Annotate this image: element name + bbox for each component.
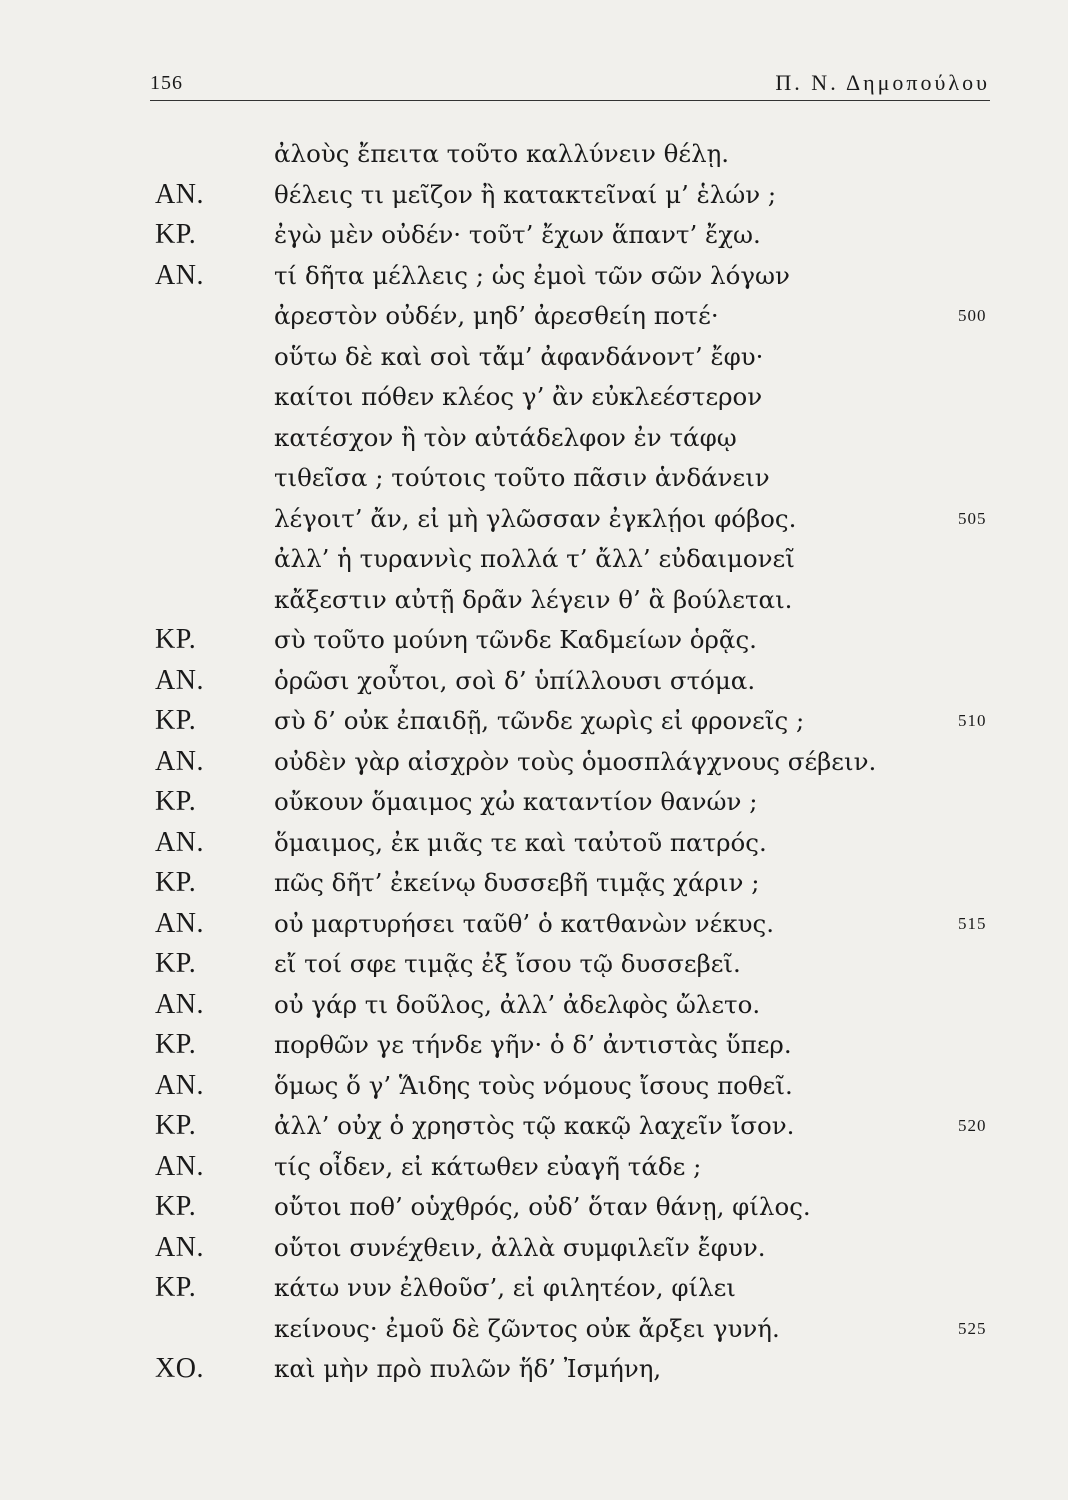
verse-text: εἴ τοί σφε τιμᾷς ἐξ ἴσου τῷ δυσσεβεῖ. [274,949,741,978]
verse-line [0,418,1068,459]
verse-text: κείνους· ἐμοῦ δὲ ζῶντος οὐκ ἄρξει γυνή. [274,1313,780,1343]
verse-text: κάτω νυν ἐλθοῦσ’, εἰ φιλητέον, φίλει [274,1273,736,1302]
speaker-label: ΚΡ. [155,219,197,250]
verse-text: τί δῆτα μέλλεις ; ὡς ἐμοὶ τῶν σῶν λόγων [274,260,790,290]
verse-line [0,458,1068,499]
verse-text: λέγοιτ’ ἄν, εἰ μὴ γλῶσσαν ἐγκλῄοι φόβος. [274,503,797,533]
speaker-label: ΑΝ. [155,988,204,1020]
speaker-label: ΑΝ. [155,1069,204,1101]
verse-line [0,863,1068,904]
speaker-label: ΧΟ. [155,1353,204,1384]
verse-text: καίτοι πόθεν κλέος γ’ ἂν εὐκλεέστερον [274,382,763,411]
speaker-label: ΑΝ. [155,907,204,939]
verse-line [0,1228,1068,1269]
verse-line [0,1147,1068,1188]
verse-text: οὐ γάρ τι δοῦλος, ἀλλ’ ἀδελφὸς ὤλετο. [274,989,761,1019]
speaker-label: ΑΝ. [155,664,204,696]
running-head [150,64,990,101]
verse-text: ἀλλ’ οὐχ ὁ χρηστὸς τῷ κακῷ λαχεῖν ἴσον. [274,1111,795,1140]
verse-line [0,944,1068,985]
speaker-label: ΚΡ. [155,948,197,979]
line-number: 525 [958,1318,987,1338]
line-number: 510 [958,711,987,730]
verse-line [0,985,1068,1026]
verse-text: ὁρῶσι χοὗτοι, σοὶ δ’ ὑπίλλουσι στόμα. [274,665,756,695]
speaker-label: ΑΝ. [155,1231,204,1263]
verse-line [0,1349,1068,1390]
verse-line [0,337,1068,378]
speaker-label: ΚΡ. [155,705,197,736]
verse-line [0,256,1068,297]
speaker-label: ΚΡ. [155,1272,197,1303]
speaker-label: ΚΡ. [155,1029,197,1060]
speaker-label: ΚΡ. [155,1110,197,1141]
verse-line [0,175,1068,216]
verse-text: ἀλλ’ ἡ τυραννὶς πολλά τ’ ἄλλ’ εὐδαιμονεῖ [274,544,795,573]
line-number: 505 [958,508,987,528]
verse-line [0,620,1068,661]
page-number: 156 [150,72,183,94]
verse-text: τίς οἶδεν, εἰ κάτωθεν εὐαγῆ τάδε ; [274,1151,702,1181]
verse-line [0,701,1068,742]
verse-line [0,661,1068,702]
speaker-label: ΑΝ. [155,826,204,858]
verse-line [0,539,1068,580]
verse-line [0,377,1068,418]
verse-line [0,1187,1068,1228]
verse-text: οὐ μαρτυρήσει ταῦθ’ ὁ κατθανὼν νέκυς. [274,908,775,938]
verse-line [0,499,1068,540]
verse-text: πορθῶν γε τήνδε γῆν· ὁ δ’ ἀντιστὰς ὕπερ. [274,1030,792,1059]
speaker-label: ΚΡ. [155,786,197,817]
verse-text: οὐδὲν γὰρ αἰσχρὸν τοὺς ὁμοσπλάγχνους σέβειν. [274,746,877,776]
verse-block [0,134,1068,1390]
verse-text: κἄξεστιν αὐτῇ δρᾶν λέγειν θ’ ἃ βούλεται. [274,584,793,614]
verse-text: οὔκουν ὅμαιμος χὠ καταντίον θανών ; [274,787,758,816]
line-number: 500 [958,306,987,325]
verse-text: ἐγὼ μὲν οὐδέν· τοῦτ’ ἔχων ἅπαντ’ ἔχω. [274,220,761,249]
speaker-label: ΚΡ. [155,624,197,655]
verse-line [0,296,1068,337]
verse-line [0,904,1068,945]
verse-line [0,1268,1068,1309]
line-number: 520 [958,1116,987,1135]
speaker-label: ΑΝ. [155,1150,204,1182]
line-number: 515 [958,913,987,933]
verse-text: ἀλοὺς ἔπειτα τοῦτο καλλύνειν θέλῃ. [274,139,730,168]
running-head-author: Π. Ν. Δημοπούλου [775,70,990,95]
verse-line [0,782,1068,823]
verse-text: οὕτω δὲ καὶ σοὶ τἄμ’ ἀφανδάνοντ’ ἔφυ· [274,341,764,371]
verse-text: οὔτοι συνέχθειν, ἀλλὰ συμφιλεῖν ἔφυν. [274,1232,766,1262]
speaker-label: ΑΝ. [155,745,204,777]
verse-text: οὔτοι ποθ’ οὑχθρός, οὐδ’ ὅταν θάνῃ, φίλος. [274,1192,811,1221]
speaker-label: ΚΡ. [155,1191,197,1222]
verse-line [0,742,1068,783]
verse-line [0,1066,1068,1107]
speaker-label: ΑΝ. [155,259,204,291]
verse-line [0,1106,1068,1147]
verse-line [0,1025,1068,1066]
verse-text: πῶς δῆτ’ ἐκείνῳ δυσσεβῆ τιμᾷς χάριν ; [274,868,760,897]
verse-text: ὅμαιμος, ἐκ μιᾶς τε καὶ ταὐτοῦ πατρός. [274,827,767,857]
verse-line [0,215,1068,256]
verse-line [0,1309,1068,1350]
verse-line [0,580,1068,621]
verse-text: σὺ τοῦτο μούνη τῶνδε Καδμείων ὁρᾷς. [274,625,757,654]
verse-text: σὺ δ’ οὐκ ἐπαιδῇ, τῶνδε χωρὶς εἰ φρονεῖς ; [274,706,805,735]
verse-text: θέλεις τι μεῖζον ἢ κατακτεῖναί μ’ ἑλών ; [274,179,777,209]
verse-text: ὅμως ὅ γ’ Ἅιδης τοὺς νόμους ἴσους ποθεῖ. [274,1070,793,1100]
verse-line [0,134,1068,175]
verse-text: ἀρεστὸν οὐδέν, μηδ’ ἀρεσθείη ποτέ· [274,301,719,330]
verse-text: κατέσχον ἢ τὸν αὐτάδελφον ἐν τάφῳ [274,422,737,452]
verse-text: τιθεῖσα ; τούτοις τοῦτο πᾶσιν ἁνδάνειν [274,463,770,492]
verse-text: καὶ μὴν πρὸ πυλῶν ἥδ’ Ἰσμήνη, [274,1354,662,1383]
speaker-label: ΑΝ. [155,178,204,210]
verse-line [0,823,1068,864]
speaker-label: ΚΡ. [155,867,197,898]
